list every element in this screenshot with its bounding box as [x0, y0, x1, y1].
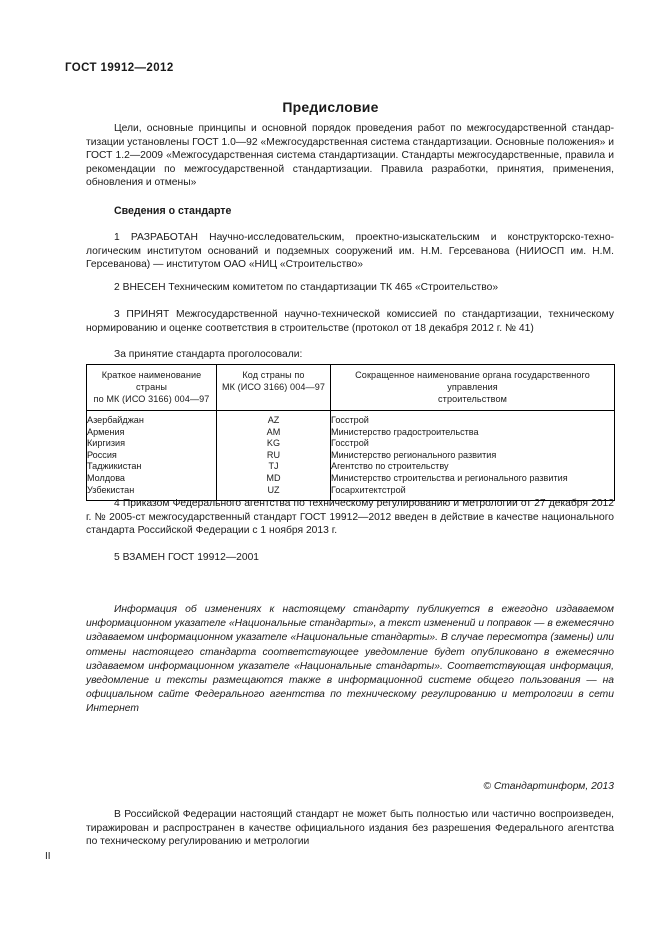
table-header-row [87, 365, 615, 411]
about-item-5-text: 5 ВЗАМЕН ГОСТ 19912—2001 [114, 552, 260, 563]
cell-code: KG [217, 438, 331, 450]
cell-organization: Госстрой [331, 411, 615, 427]
vote-table-container [86, 364, 614, 501]
cell-organization: Министерство строительства и регионального развития [331, 473, 615, 485]
about-item-3-text: 3 ПРИНЯТ Межгосударственной научно-технической комиссией по стандартизации, техническому нормированию и оценке соответствия в строительстве (протокол от 18 декабря 2012 г. № 41) [86, 309, 614, 334]
table-body [87, 411, 615, 501]
running-header-standard-number: ГОСТ 19912—2012 [65, 62, 174, 74]
table-row [87, 450, 615, 462]
cell-code: AM [217, 427, 331, 439]
about-item-4-text: 4 Приказом Федерального агентства по техническому регулированию и метрологии от 27 декабря 2012 г. № 2005-ст межгосударственный стандарт ГОСТ 19912—2012 введен в действие в качестве национального стандарта Российской Федерации с 1 ноября 2013 г. [86, 498, 614, 537]
column-header-country-line2: по МК (ИСО 3166) 004—97 [93, 394, 210, 404]
changes-notice-text: Информация об изменениях к настоящему стандарту публикуется в ежегодно издаваемом информационном указателе «Национальные стандарты», а текст изменений и поправок — в ежемесячно издаваемом информационном указателе «Национальные стандарты». В случае пересмотра (замены) или отмены настоящего стандарта соответствующее уведомление будет опубликовано в ежемесячно издаваемом информационном указателе «Национальные стандарты». Соответствующая информация, уведомление и тексты размещаются также в информационной системе общего пользования — на официальном сайте Федерального агентства по техническому регулированию и метрологии в сети Интернет [86, 604, 614, 715]
intro-section [86, 122, 614, 190]
column-header-organization [331, 365, 615, 411]
column-header-organization-line1: Сокращенное наименование органа государственного управления [355, 370, 590, 392]
page-title: Предисловие [282, 99, 379, 116]
column-header-country [87, 365, 217, 411]
intro-paragraph: Цели, основные принципы и основной порядок проведения работ по межгосударственной стандартизации установлены ГОСТ 1.0—92 «Межгосударственная система стандартизации. Основные положения» и ГОСТ 1.2—2009 «Межгосударственная система стандартизации. Стандарты межгосударственные, правила и рекомендации по межгосударственной стандартизации. Правила разработки, принятия, применения, обновления и отмены» [86, 123, 614, 189]
about-item-5 [86, 551, 614, 565]
about-item-2-text: 2 ВНЕСЕН Техническим комитетом по стандартизации ТК 465 «Строительство» [114, 282, 499, 293]
cell-organization: Госстрой [331, 438, 615, 450]
cell-code: MD [217, 473, 331, 485]
cell-code: UZ [217, 485, 331, 501]
cell-code: RU [217, 450, 331, 462]
cell-country: Таджикистан [87, 461, 217, 473]
table-row [87, 473, 615, 485]
about-item-1-text: 1 РАЗРАБОТАН Научно-исследовательским, проектно-изыскательским и конструкторско-технологическим институтом оснований и подземных сооружений им. Н.М. Герсеванова (НИИОСП им. Н.М. Герсеванова) — институтом ОАО «НИЦ «Строительство» [86, 232, 614, 271]
cell-code: TJ [217, 461, 331, 473]
about-item-3 [86, 308, 614, 335]
table-row [87, 438, 615, 450]
cell-country: Молдова [87, 473, 217, 485]
rights-reserved-block [86, 808, 614, 849]
about-item-2 [86, 281, 614, 295]
column-header-code [217, 365, 331, 411]
cell-organization: Госархитектстрой [331, 485, 615, 501]
about-item-4 [86, 497, 614, 538]
cell-code: AZ [217, 411, 331, 427]
column-header-code-line1: Код страны по [242, 370, 305, 380]
cell-organization: Министерство регионального развития [331, 450, 615, 462]
cell-country: Узбекистан [87, 485, 217, 501]
cell-country: Азербайджан [87, 411, 217, 427]
column-header-country-line1: Краткое наименование страны [101, 370, 202, 392]
copyright-line: © Стандартинформ, 2013 [483, 781, 614, 792]
column-header-organization-line2: строительством [438, 394, 507, 404]
page-number: II [45, 851, 51, 862]
cell-country: Киргизия [87, 438, 217, 450]
cell-country: Россия [87, 450, 217, 462]
about-item-1 [86, 231, 614, 272]
table-row [87, 461, 615, 473]
changes-notice-block [86, 603, 614, 717]
about-heading-block [86, 205, 614, 217]
column-header-code-line2: МК (ИСО 3166) 004—97 [221, 382, 326, 392]
table-row [87, 427, 615, 439]
cell-organization: Агентство по строительству [331, 461, 615, 473]
vote-intro-text: За принятие стандарта проголосовали: [114, 349, 303, 360]
table-row [87, 411, 615, 427]
vote-intro-block [86, 348, 614, 362]
voting-countries-table [86, 364, 615, 501]
table-head [87, 365, 615, 411]
about-standard-heading: Сведения о стандарте [114, 205, 232, 217]
cell-country: Армения [87, 427, 217, 439]
cell-organization: Министерство градостроительства [331, 427, 615, 439]
rights-reserved-text: В Российской Федерации настоящий стандарт не может быть полностью или частично воспроизведен, тиражирован и распространен в качестве официального издания без разрешения Федерального агентства по техническому регулированию и метрологии [86, 809, 614, 848]
